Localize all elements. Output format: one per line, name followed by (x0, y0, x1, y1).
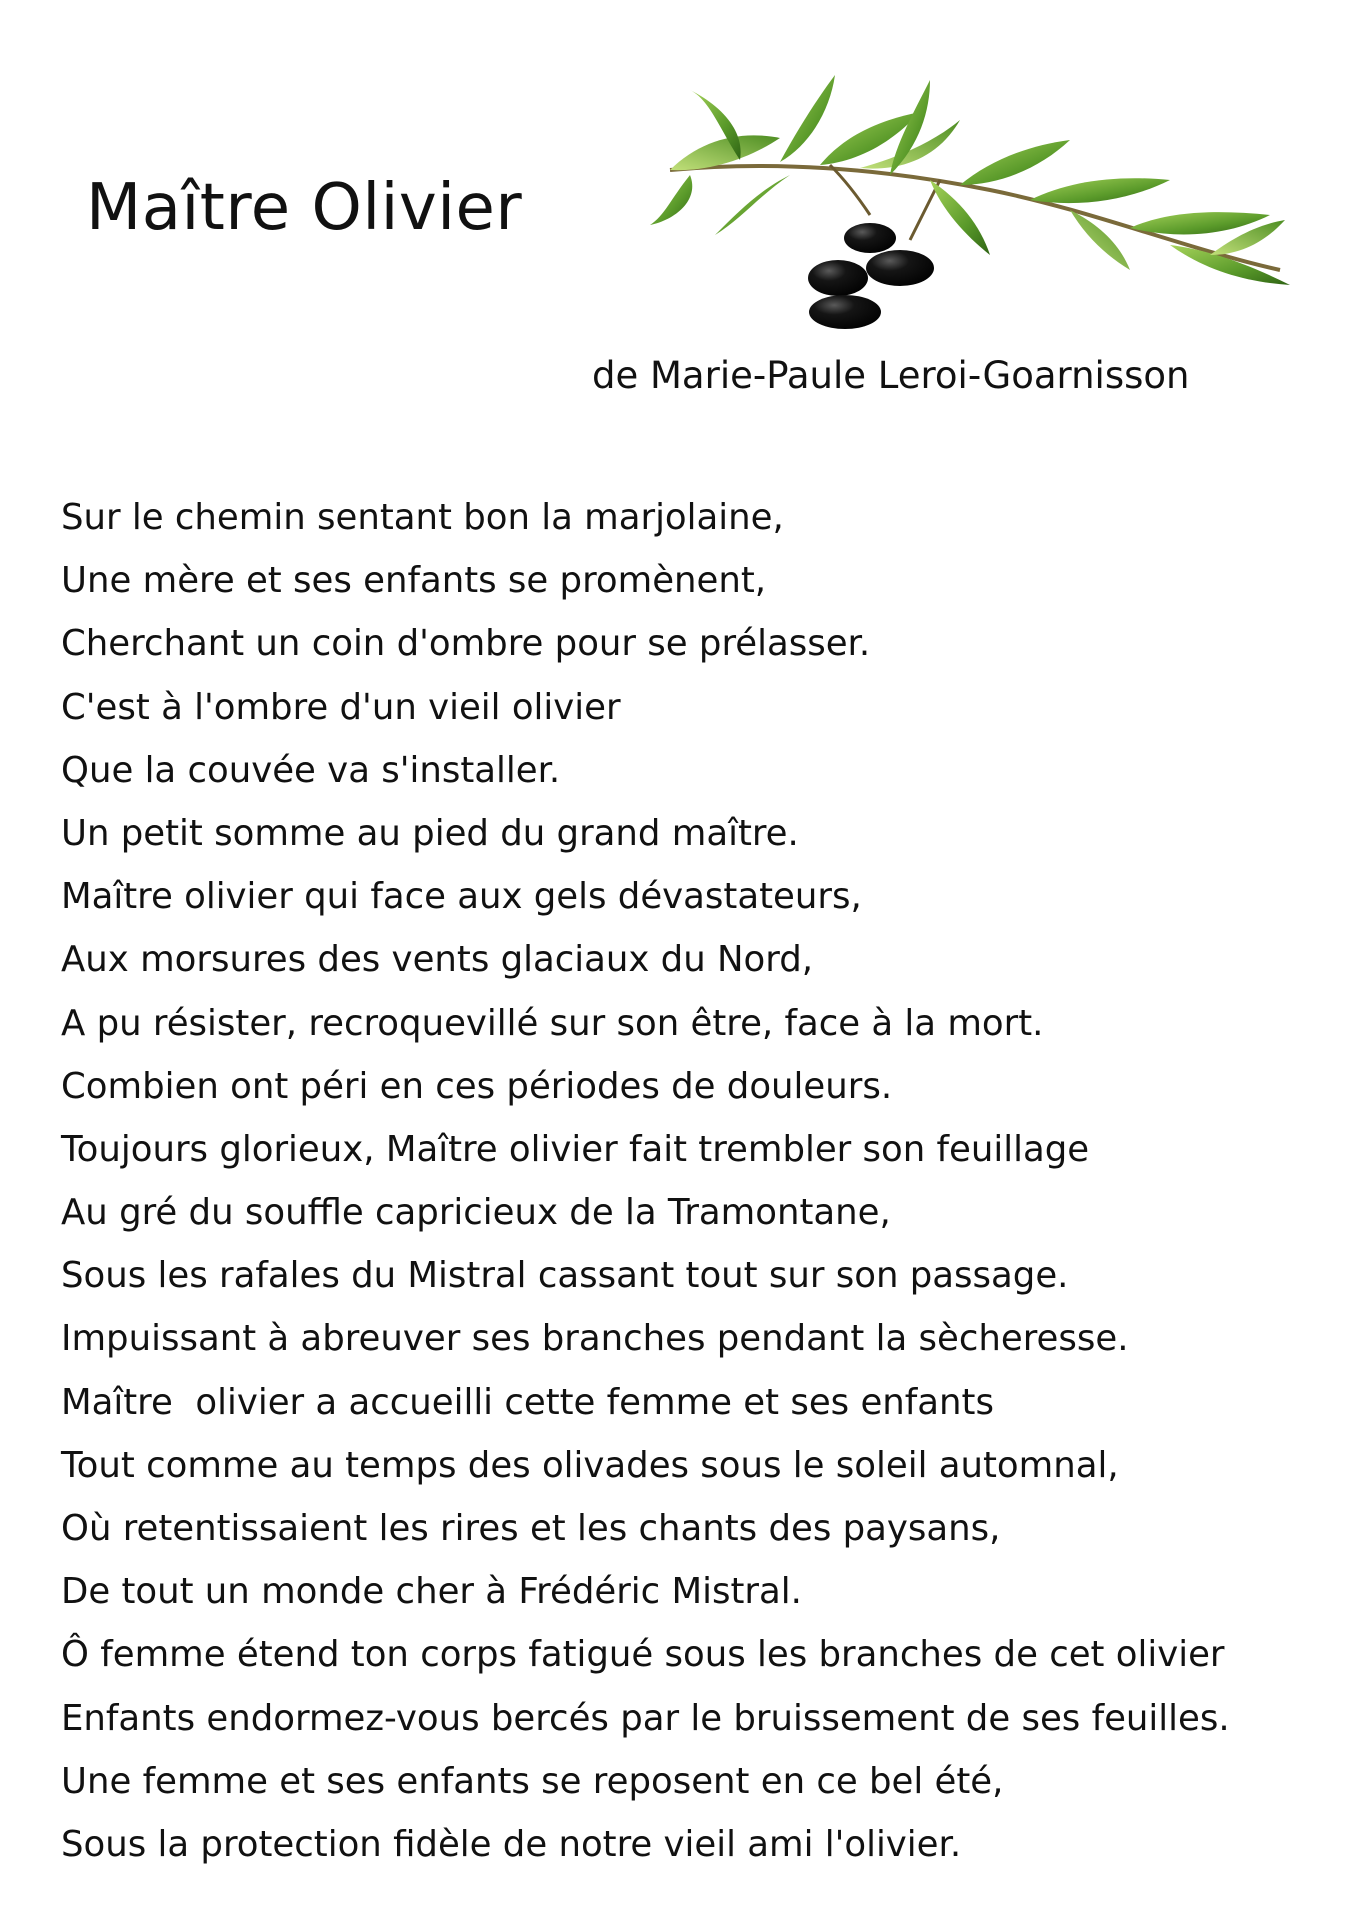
poem-title: Maître Olivier (86, 171, 523, 245)
poem-line: Ô femme étend ton corps fatigué sous les branches de cet olivier (61, 1634, 1225, 1676)
poem-line: Une mère et ses enfants se promènent, (61, 560, 767, 602)
poem-line: Cherchant un coin d'ombre pour se prélasser. (61, 623, 871, 665)
poem-line: Sur le chemin sentant bon la marjolaine, (61, 497, 784, 538)
poem-line: Au gré du souffle capricieux de la Tramontane, (61, 1192, 891, 1234)
poem-line: Un petit somme au pied du grand maître. (61, 812, 799, 854)
poem-line: Toujours glorieux, Maître olivier fait trembler son feuillage (61, 1128, 1090, 1170)
poem-body (61, 496, 1230, 1886)
poem-line: Enfants endormez-vous bercés par le bruissement de ses feuilles. (61, 1697, 1230, 1739)
poem-line: Que la couvée va s'installer. (61, 749, 561, 791)
poem-line: A pu résister, recroquevillé sur son être, face à la mort. (61, 1002, 1044, 1044)
poem-line: Aux morsures des vents glaciaux du Nord, (61, 939, 814, 981)
poem-line: Combien ont péri en ces périodes de douleurs. (61, 1065, 893, 1107)
poem-line: Sous la protection fidèle de notre vieil ami l'olivier. (61, 1823, 962, 1865)
poem-line: Où retentissaient les rires et les chants des paysans, (61, 1508, 1001, 1549)
poem-line: Maître olivier a accueilli cette femme et ses enfants (61, 1381, 994, 1423)
poem-line: De tout un monde cher à Frédéric Mistral. (61, 1571, 802, 1613)
poem-line: Maître olivier qui face aux gels dévastateurs, (61, 876, 862, 918)
poem-line: Une femme et ses enfants se reposent en ce bel été, (61, 1760, 1004, 1802)
poem-author: de Marie-Paule Leroi-Goarnisson (592, 354, 1190, 397)
poem-line: C'est à l'ombre d'un vieil olivier (61, 686, 621, 728)
olive-branch-icon (630, 50, 1330, 340)
poem-line: Impuissant à abreuver ses branches pendant la sècheresse. (61, 1318, 1129, 1360)
poem-line: Tout comme au temps des olivades sous le soleil automnal, (61, 1444, 1119, 1486)
poem-line: Sous les rafales du Mistral cassant tout sur son passage. (61, 1255, 1069, 1297)
